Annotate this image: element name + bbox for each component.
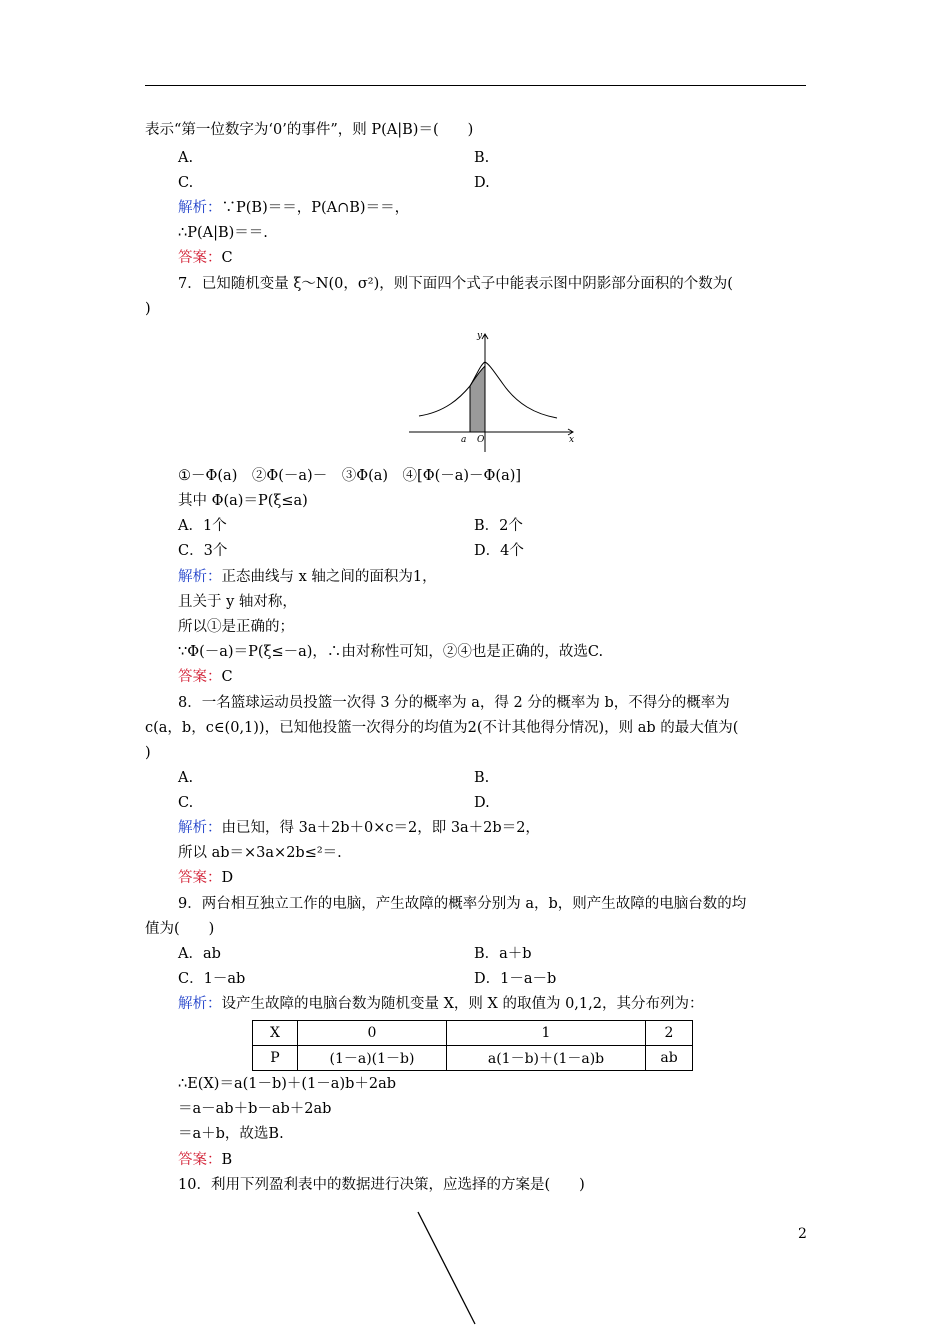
q8-stem-3: ) [145,745,151,761]
q9-stem-2: 值为( ) [145,921,215,937]
page-number: 2 [798,1226,807,1242]
q7-answer-label: 答案： [178,669,222,685]
q7-stem-1: 7．已知随机变量 ξ～N(0，σ²)，则下面四个式子中能表示图中阴影部分面积的个数为( [178,276,733,292]
q8-option-a: A. [178,770,194,786]
q9-jiexi-text-1: 设产生故障的电脑台数为随机变量 X，则 X 的取值为 0,1,2，其分布列为： [221,996,704,1012]
table-cell: P [253,1046,298,1071]
x-axis-label: x [569,435,575,445]
q8-stem-2: c(a，b，c∈(0,1))，已知他投篮一次得分的均值为2(不计其他得分情况)，则 ab 的最大值为( [145,720,739,736]
q7-option-a: A．1个 [178,518,227,534]
q7-jiexi-line-3: 所以①是正确的； [178,619,294,635]
q6-jiexi-text-1: ∵P(B)＝＝，P(A∩B)＝＝， [221,200,410,216]
q9-calc-1: ∴E(X)＝a(1－b)＋(1－a)b＋2ab [178,1076,397,1092]
q6-option-c: C. [178,175,194,191]
table-cell: a(1－b)＋(1－a)b [447,1046,646,1071]
q7-stem-2: ) [145,301,151,317]
q8-option-d: D. [474,795,490,811]
a-label: a [461,435,467,445]
q9-option-c: C．1－ab [178,971,246,987]
q7-answer-value: C [221,669,233,685]
q7-jiexi-line-4: ∵Φ(－a)＝P(ξ≤－a)，∴由对称性可知，②④也是正确的，故选C. [178,644,604,660]
q9-answer-value: B [221,1152,233,1168]
table-cell: 0 [298,1021,447,1046]
q9-jiexi-label: 解析： [178,996,222,1012]
q7-jiexi-label: 解析： [178,569,222,585]
q8-jiexi-label: 解析： [178,820,222,836]
table-cell: 1 [447,1021,646,1046]
q10-stem: 10．利用下列盈利表中的数据进行决策，应选择的方案是( ) [178,1177,585,1193]
q8-option-c: C. [178,795,194,811]
q7-formulas: ①－Φ(a) ②Φ(－a)－ ③Φ(a) ④[Φ(－a)－Φ(a)] [178,468,522,484]
q8-jiexi-text-1: 由已知，得 3a＋2b＋0×c＝2，即 3a＋2b＝2， [221,820,540,836]
q9-answer-label: 答案： [178,1152,222,1168]
q7-option-c: C．3个 [178,543,228,559]
q8-stem-1: 8．一名篮球运动员投篮一次得 3 分的概率为 a，得 2 分的概率为 b，不得分的概率为 [178,695,730,711]
q8-option-b: B. [474,770,490,786]
q7-jiexi-text-1: 正态曲线与 x 轴之间的面积为1， [221,569,437,585]
q7-note: 其中 Φ(a)＝P(ξ≤a) [178,493,308,509]
q9-stem-1: 9．两台相互独立工作的电脑，产生故障的概率分别为 a，b，则产生故障的电脑台数的均 [178,896,747,912]
y-axis-label: y [477,331,483,341]
table-cell: 2 [646,1021,693,1046]
q8-jiexi-line-2: 所以 ab＝×3a×2b≤²＝. [178,845,342,861]
q6-answer-label: 答案： [178,250,222,266]
q6-answer-value: C [221,250,233,266]
q6-option-a: A. [178,150,194,166]
table-cell: X [253,1021,298,1046]
table-cell: (1－a)(1－b) [298,1046,447,1071]
q9-calc-2: ＝a－ab＋b－ab＋2ab [178,1101,332,1117]
q9-option-b: B．a＋b [474,946,532,962]
q6-option-d: D. [474,175,490,191]
q7-option-d: D．4个 [474,543,524,559]
origin-label: O [477,435,485,445]
q8-answer-value: D [221,870,234,886]
q6-jiexi-line-2: ∴P(A|B)＝＝. [178,225,268,241]
q6-jiexi-label: 解析： [178,200,222,216]
q6-option-b: B. [474,150,490,166]
q7-jiexi-line-2: 且关于 y 轴对称， [178,594,297,610]
q8-answer-label: 答案： [178,870,222,886]
q9-calc-3: ＝a＋b，故选B. [178,1126,284,1142]
q9-option-d: D．1－a－b [474,971,557,987]
q7-option-b: B．2个 [474,518,523,534]
table-cell: ab [646,1046,693,1071]
q9-option-a: A．ab [178,946,221,962]
q6-stem: 表示“第一位数字为‘0’的事件”，则 P(A|B)＝( ) [145,122,474,138]
